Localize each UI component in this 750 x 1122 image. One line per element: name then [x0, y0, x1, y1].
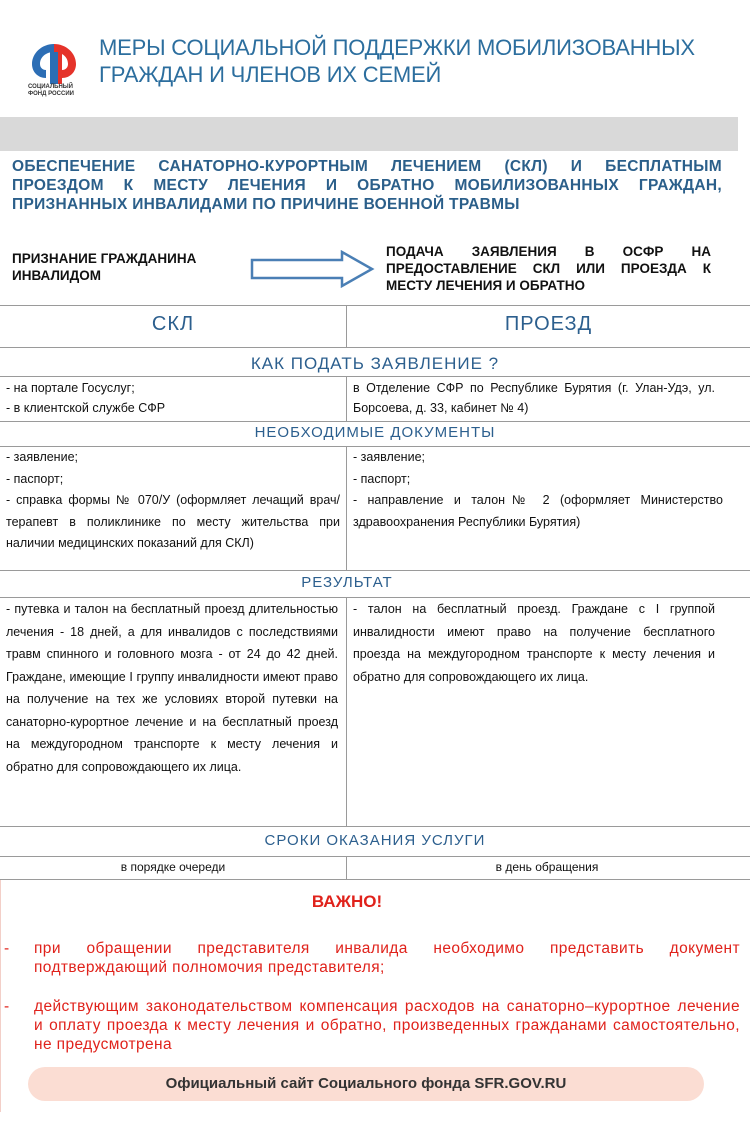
subtitle-line-1: ОБЕСПЕЧЕНИЕ САНАТОРНО-КУРОРТНЫМ ЛЕЧЕНИЕМ (СКЛ) И БЕСПЛАТНЫМ — [12, 158, 722, 175]
important-title: ВАЖНО! — [311, 892, 383, 911]
table-line — [0, 570, 750, 571]
divider-bar — [0, 117, 738, 151]
section-title-result: РЕЗУЛЬТАТ — [301, 574, 393, 591]
table-line — [0, 376, 750, 377]
important-note-1 — [4, 939, 744, 979]
page-subtitle — [12, 157, 722, 214]
docs-right-cell — [353, 447, 723, 533]
result-right-cell: - талон на бесплатный проезд. Граждане с I группой инвалидности имеют право на получение бесплатного проезда на междугородном транспорте к месту лечения и обратно для сопровождающего их лица. — [353, 602, 715, 684]
terms-left-cell: в порядке очереди — [120, 860, 226, 874]
list-item: - направление и талон№ 2 (оформляет Министерство здравоохранения Республики Бурятия) — [353, 493, 723, 529]
side-rule — [0, 880, 1, 1112]
bullet-dash: - — [4, 998, 10, 1015]
flow-step-1: ПРИЗНАНИЕ ГРАЖДАНИНА ИНВАЛИДОМ — [12, 251, 197, 283]
list-item: - на портале Госуслуг; — [6, 381, 135, 395]
how-right-cell: в Отделение СФР по Республике Бурятия (г. Улан-Удэ, ул. Борсоева, д. 33, кабинет № 4) — [353, 381, 715, 415]
important-note-2 — [4, 997, 744, 1057]
section-title-how: КАК ПОДАТЬ ЗАЯВЛЕНИЕ ? — [250, 354, 500, 373]
subtitle-line-2: ПРОЕЗДОМ К МЕСТУ ЛЕЧЕНИЯ И ОБРАТНО МОБИЛИЗОВАННЫХ ГРАЖДАН, — [12, 177, 722, 194]
flow-step-2: ПОДАЧА ЗАЯВЛЕНИЯ В ОСФР НА ПРЕДОСТАВЛЕНИЕ СКЛ ИЛИ ПРОЕЗДА К МЕСТУ ЛЕЧЕНИЯ И ОБРАТНО — [386, 244, 711, 293]
logo-caption: СОЦИАЛЬНЫЙ ФОНД РОССИИ — [28, 84, 74, 97]
how-left-cell — [6, 378, 340, 418]
list-item: - заявление; — [6, 450, 78, 464]
section-title-terms: СРОКИ ОКАЗАНИЯ УСЛУГИ — [264, 832, 486, 849]
list-item: - справка формы № 070/У (оформляет лечащий врач/терапевт в поликлинике по месту жительства при наличии медицинских показаний для СКЛ) — [6, 493, 340, 550]
list-item: - паспорт; — [6, 471, 64, 486]
list-item: - паспорт; — [353, 471, 411, 486]
page-title: МЕРЫ СОЦИАЛЬНОЙ ПОДДЕРЖКИ МОБИЛИЗОВАННЫХ ГРАЖДАН И ЧЛЕНОВ ИХ СЕМЕЙ — [99, 35, 695, 87]
footer-website-banner: Официальный сайт Социального фонда SFR.GOV.RU — [28, 1067, 704, 1101]
arrow-right-icon — [250, 250, 375, 288]
list-item: - заявление; — [353, 450, 425, 464]
subtitle-line-3: ПРИЗНАННЫХ ИНВАЛИДАМИ ПО ПРИЧИНЕ ВОЕННОЙ ТРАВМЫ — [12, 196, 520, 213]
table-line — [346, 376, 347, 421]
table-line — [0, 826, 750, 827]
table-line — [0, 879, 750, 880]
terms-right-cell: в день обращения — [495, 860, 599, 874]
docs-left-cell — [6, 447, 340, 555]
note-text: при обращении представителя инвалида необходимо представить документ подтверждающий полномочия представителя; — [34, 940, 740, 976]
note-text: действующим законодательством компенсация расходов на санаторно–курортное лечение и оплату проезда к месту лечения и обратно, произведенных гражданами самостоятельно, не предусмотрена — [34, 998, 740, 1053]
table-line — [0, 421, 750, 422]
table-line — [0, 347, 750, 348]
table-line — [346, 446, 347, 570]
bullet-dash: - — [4, 940, 10, 957]
column-header-skl: СКЛ — [151, 313, 195, 335]
section-title-docs: НЕОБХОДИМЫЕ ДОКУМЕНТЫ — [254, 424, 496, 441]
list-item: - в клиентской службе СФР — [6, 401, 166, 415]
column-header-proezd: ПРОЕЗД — [504, 313, 593, 335]
table-line — [346, 597, 347, 826]
table-line — [0, 305, 750, 306]
result-left-cell: - путевка и талон на бесплатный проезд длительностью лечения - 18 дней, а для инвалидов с последствиями травм спинного и головного мозга - от 24 до 42 дней. Граждане, имеющие I группу инвалидности имеют право на получение на тех же условиях второй путевки на санаторно-курортное лечение и на бесплатный проезд на междугородном транспорте к месту лечения и обратно для сопровождающего их лица. — [6, 602, 338, 774]
